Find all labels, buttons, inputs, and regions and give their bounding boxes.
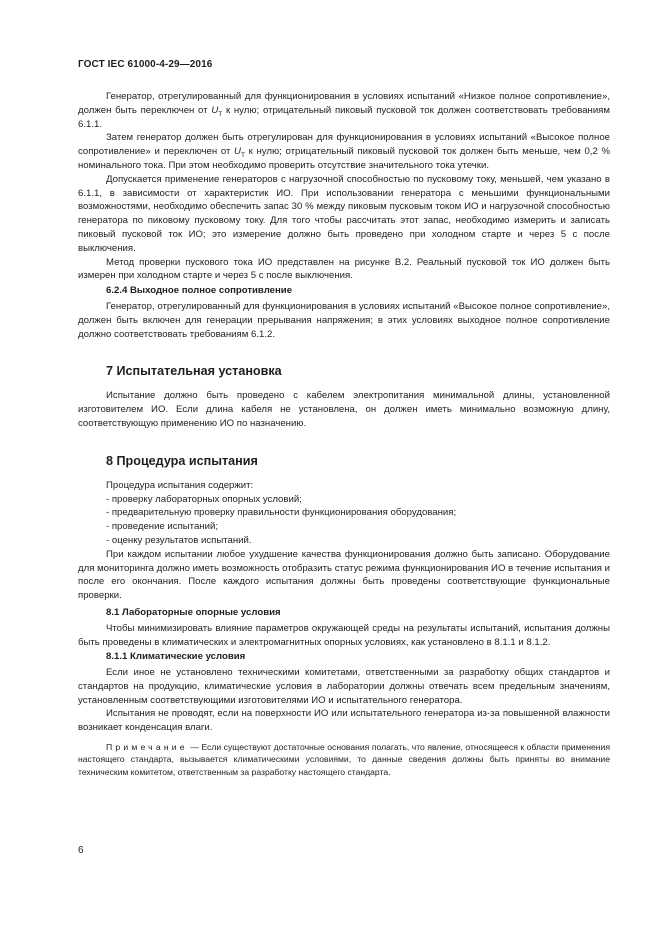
procedure-list bbox=[78, 493, 610, 548]
list-item: - предварительную проверку правильности функционирования оборудования; bbox=[106, 507, 457, 519]
note-label: Примечание bbox=[106, 742, 188, 753]
paragraph: Генератор, отрегулированный для функционирования в условиях испытаний «Высокое полное сопротивление», должен быть включен для генерации прерывания напряжения; в этих условиях выходное полное сопротивление должно соответствовать требованиям 6.1.2. bbox=[78, 300, 610, 340]
section-heading-8: 8 Процедура испытания bbox=[106, 453, 258, 468]
paragraph: Метод проверки пускового тока ИО представлен на рисунке В.2. Реальный пусковой ток ИО должен быть измерен при холодном старте и через 5 с после выключения. bbox=[78, 256, 610, 282]
paragraph: Генератор, отрегулированный для функционирования в условиях испытаний «Низкое полное сопротивление», должен быть переключен от $U_T$ к нулю; отрицательный пиковый пусковой ток должен соответствовать требованиям 6.1.1. bbox=[78, 91, 610, 130]
list-item: - проведение испытаний; bbox=[106, 521, 218, 533]
paragraph: Если иное не установлено техническими комитетами, ответственными за разработку общих стандартов и стандартов на продукцию, климатические условия в лаборатории должны отвечать всем предельным значениям, установленным соответствующими изготовителями ИО и испытательного генератора. bbox=[78, 667, 610, 706]
section-heading-7: 7 Испытательная установка bbox=[106, 364, 282, 379]
page-body bbox=[78, 90, 610, 778]
paragraph: Затем генератор должен быть отрегулирован для функционирования в условиях испытаний «Высокое полное сопротивление» и переключен от $U_T$ к нулю; отрицательный пиковый пусковой ток должен быть меньше, чем 0,2 % номинального тока. При этом необходимо проверить отсутствие значительного тока утечки. bbox=[78, 132, 610, 171]
list-item: - оценку результатов испытаний. bbox=[106, 534, 252, 546]
section-heading-8-1: 8.1 Лабораторные опорные условия bbox=[106, 606, 281, 618]
paragraph: Допускается применение генераторов с нагрузочной способностью по пусковому току, меньшей, чем указано в 6.1.1, в зависимости от характеристик ИО. При использовании генератора с меньшими функциональными возможностями, необходимо обеспечить запас 30 % между пиковым пусковым током ИО и нагрузочной способностью генератора по пиковому пусковому току. Для того чтобы рассчитать этот запас, необходимо измерить и записать пиковый пусковой ток ИО; это измерение должно быть проведено при холодном старте и через 5 с после выключения. bbox=[78, 173, 610, 254]
list-item: - проверку лабораторных опорных условий; bbox=[106, 493, 302, 505]
paragraph: Чтобы минимизировать влияние параметров окружающей среды на результаты испытаний, испытания должны быть проведены в климатических и электромагнитных опорных условиях, как установлено в 8.1.1 и 8.1.2. bbox=[78, 622, 610, 648]
paragraph: Процедура испытания содержит: bbox=[106, 479, 254, 491]
document-header: ГОСТ IEC 61000-4-29—2016 bbox=[78, 59, 213, 70]
note bbox=[78, 741, 610, 778]
section-heading-6-2-4: 6.2.4 Выходное полное сопротивление bbox=[106, 285, 293, 297]
page-number: 6 bbox=[78, 845, 84, 856]
paragraph: При каждом испытании любое ухудшение качества функционирования должно быть записано. Оборудование для мониторинга должно иметь возможность отобразить статус режима функционирования ИО в течение испытания и после его окончания. После каждого испытания должны быть проведены соответствующие функциональные проверки. bbox=[78, 548, 610, 602]
paragraph: Испытания не проводят, если на поверхности ИО или испытательного генератора из-за повышенной влажности возникает конденсация влаги. bbox=[78, 708, 610, 734]
paragraph: Испытание должно быть проведено с кабелем электропитания минимальной длины, установленной изготовителем ИО. Если длина кабеля не установлена, он должен иметь минимально возможную длину, соответствующую применению ИО по назначению. bbox=[78, 390, 610, 429]
note-text: — Если существуют достаточные основания полагать, что явление, относящееся к области применения настоящего стандарта, вызывается климатическими условиями, то данные сведения должны быть приняты во внимание техническим комитетом, ответственным за разработку настоящего стандарта. bbox=[78, 742, 610, 777]
section-heading-8-1-1: 8.1.1 Климатические условия bbox=[106, 651, 246, 663]
